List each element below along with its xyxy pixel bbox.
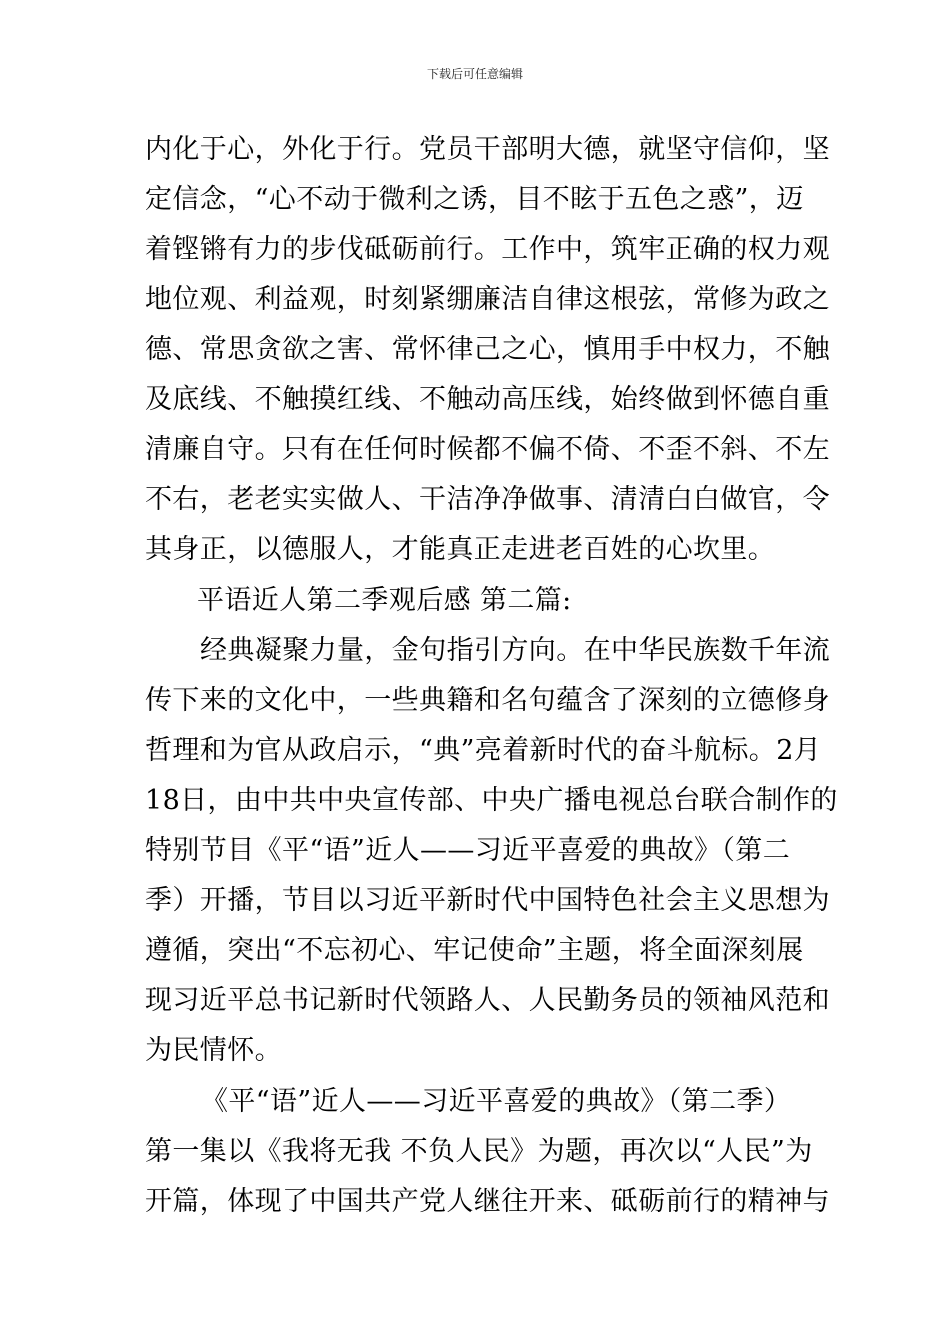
text-line: 经典凝聚力量，金句指引方向。在中华民族数千年流 [200, 635, 831, 666]
text-line: 及底线、不触摸红线、不触动高压线，始终做到怀德自重 [145, 384, 830, 415]
text-line: 不右，老老实实做人、干洁净净做事、清清白白做官，令 [145, 484, 830, 515]
text-line: 为民情怀。 [145, 1035, 282, 1066]
text-line: 内化于心，外化于行。党员干部明大德，就坚守信仰，坚 [145, 134, 830, 165]
text-line: 其身正，以德服人，才能真正走进老百姓的心坎里。 [145, 534, 776, 565]
text-line: 地位观、利益观，时刻紧绷廉洁自律这根弦，常修为政之 [145, 284, 830, 315]
text-line: 定信念，“心不动于微利之诱，目不眩于五色之惑”，迈 [145, 184, 804, 215]
text-line: 第一集以《我将无我 不负人民》为题，再次以“人民”为 [145, 1136, 813, 1167]
text-line: 现习近平总书记新时代领路人、人民勤务员的领袖风范和 [145, 985, 830, 1016]
text-line: 《平“语”近人——习近平喜爱的典故》（第二季） [201, 1086, 792, 1117]
text-line: 开篇，体现了中国共产党人继往开来、砥砺前行的精神与 [145, 1186, 830, 1217]
text-line: 遵循，突出“不忘初心、牢记使命”主题，将全面深刻展 [145, 935, 804, 966]
text-line: 传下来的文化中，一些典籍和名句蕴含了深刻的立德修身 [145, 685, 830, 716]
text-line: 季）开播，节目以习近平新时代中国特色社会主义思想为 [145, 885, 830, 916]
text-line: 18日，由中共中央宣传部、中央广播电视总台联合制作的 [145, 785, 838, 816]
section-heading: 平语近人第二季观后感 第二篇: [197, 585, 572, 616]
text-line: 特别节目《平“语”近人——习近平喜爱的典故》（第二 [145, 835, 791, 866]
text-line: 哲理和为官从政启示，“典”亮着新时代的奋斗航标。2月 [145, 735, 822, 766]
text-line: 德、常思贪欲之害、常怀律己之心，慎用手中权力，不触 [145, 334, 830, 365]
text-line: 清廉自守。只有在任何时候都不偏不倚、不歪不斜、不左 [145, 434, 830, 465]
page-header: 下载后可任意编辑 [426, 67, 523, 81]
text-line: 着铿锵有力的步伐砥砺前行。工作中，筑牢正确的权力观 [145, 234, 830, 265]
